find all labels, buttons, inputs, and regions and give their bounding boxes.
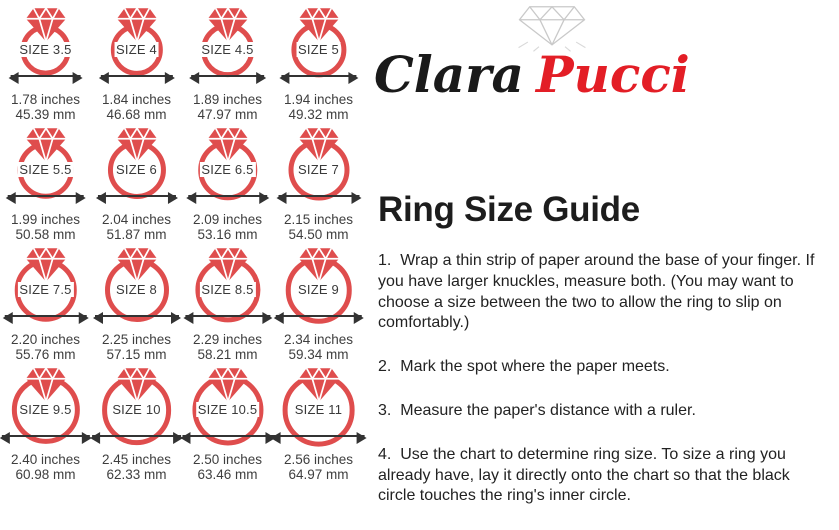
diamond-icon [298,366,340,403]
ring-size-cell [273,6,364,122]
diameter-arrow-icon [191,75,265,77]
diamond-icon [207,246,249,283]
ring-size-label: SIZE 6.5 [201,162,254,177]
ring-measurements [91,212,182,242]
ring-figure [91,246,182,330]
instruction-step-4: 4. Use the chart to determine ring size. To size a ring you already have, lay it directly onto the chart so that the black circle touches the ring's inner circle. [378,445,790,505]
ring-measurements [0,212,91,242]
ring-inches: 1.78 inches [10,92,81,107]
ring-inches: 1.99 inches [10,212,81,227]
ring-figure [91,366,182,450]
ring-size-label: SIZE 6 [116,162,157,177]
ring-inches: 2.15 inches [283,212,354,227]
diamond-icon [25,246,67,283]
ring-mm: 59.34 mm [288,347,349,363]
ring-size-cell [182,246,273,362]
ring-measurements [273,212,364,242]
ring-size-cell [273,366,364,482]
instructions [378,251,830,530]
ring-size-label: SIZE 8.5 [201,282,254,297]
ring-size-label: SIZE 3.5 [19,42,72,57]
diamond-icon [116,6,158,43]
diamond-icon [298,6,340,43]
ring-figure [0,366,91,450]
ring-inches: 1.94 inches [283,92,354,107]
diameter-arrow-icon [1,435,89,437]
diamond-icon [25,126,67,163]
ring-mm: 51.87 mm [106,227,167,243]
diamond-icon [25,6,67,43]
ring-size-label: SIZE 9.5 [19,402,72,417]
ring-size-cell [182,6,273,122]
ring-measurements [273,452,364,482]
diameter-arrow-icon [275,315,362,317]
diameter-arrow-icon [278,195,359,197]
ring-mm: 45.39 mm [15,107,76,123]
ring-size-cell [0,366,91,482]
ring-figure [0,246,91,330]
ring-measurements [0,92,91,122]
diameter-arrow-icon [95,315,179,317]
ring-measurements [0,332,91,362]
ring-inches: 2.40 inches [10,452,81,467]
diameter-arrow-icon [7,195,84,197]
diamond-icon [116,246,158,283]
diamond-icon [298,126,340,163]
ring-figure [0,6,91,90]
diameter-arrow-icon [100,75,172,77]
diameter-arrow-icon [185,315,270,317]
ring-mm: 60.98 mm [15,467,76,483]
diameter-arrow-icon [188,195,268,197]
ring-size-label: SIZE 4.5 [201,42,254,57]
ring-measurements [182,212,273,242]
instruction-step-3: 3. Measure the paper's distance with a ruler. [378,401,696,419]
diameter-arrow-icon [92,435,182,437]
ring-size-label: SIZE 10.5 [197,402,258,417]
ring-size-label: SIZE 7.5 [19,282,72,297]
diamond-icon [207,6,249,43]
diamond-icon [207,366,249,403]
ring-figure [273,6,364,90]
ring-figure [182,366,273,450]
ring-figure [182,126,273,210]
diamond-icon [298,246,340,283]
ring-measurements [91,332,182,362]
diameter-arrow-icon [272,435,365,437]
ring-size-cell [182,126,273,242]
diameter-arrow-icon [281,75,356,77]
ring-mm: 49.32 mm [288,107,349,123]
ring-size-cell [182,366,273,482]
ring-inches: 1.89 inches [192,92,263,107]
page-title: Ring Size Guide [378,190,640,229]
ring-mm: 47.97 mm [197,107,258,123]
instruction-step-2: 2. Mark the spot where the paper meets. [378,358,670,376]
ring-inches: 2.29 inches [192,332,263,347]
ring-measurements [0,452,91,482]
ring-figure [182,6,273,90]
ring-inches: 2.25 inches [101,332,172,347]
brand-name-pucci: Pucci [535,45,690,104]
ring-measurements [182,452,273,482]
brand-name-clara: Clara [374,45,524,104]
ring-figure [0,126,91,210]
ring-mm: 55.76 mm [15,347,76,363]
ring-inches: 2.34 inches [283,332,354,347]
diamond-icon [25,366,67,403]
ring-measurements [182,332,273,362]
diameter-arrow-icon [4,315,87,317]
ring-size-label: SIZE 11 [294,402,343,417]
ring-size-cell [91,366,182,482]
ring-mm: 54.50 mm [288,227,349,243]
ring-inches: 2.09 inches [192,212,263,227]
ring-figure [273,366,364,450]
ring-size-cell [0,246,91,362]
ring-size-cell [91,126,182,242]
ring-size-label: SIZE 5.5 [19,162,72,177]
ring-size-label: SIZE 7 [298,162,339,177]
diameter-arrow-icon [97,195,175,197]
ring-size-cell [0,6,91,122]
diameter-arrow-icon [10,75,81,77]
ring-mm: 53.16 mm [197,227,258,243]
instruction-step-1: 1. Wrap a thin strip of paper around the base of your finger. If you have larger knuckles, measure both. (You may want to choose a size between the two to allow the ring to slip on comfortably.) [378,252,815,332]
ring-measurements [273,92,364,122]
ring-figure [91,126,182,210]
ring-mm: 63.46 mm [197,467,258,483]
ring-size-cell [91,246,182,362]
ring-size-cell [91,6,182,122]
ring-mm: 62.33 mm [106,467,167,483]
ring-inches: 2.56 inches [283,452,354,467]
ring-size-cell [273,246,364,362]
ring-mm: 58.21 mm [197,347,258,363]
ring-figure [273,126,364,210]
ring-inches: 2.50 inches [192,452,263,467]
ring-mm: 50.58 mm [15,227,76,243]
diamond-icon [207,126,249,163]
diameter-arrow-icon [182,435,273,437]
ring-mm: 64.97 mm [288,467,349,483]
ring-measurements [91,452,182,482]
ring-mm: 46.68 mm [106,107,167,123]
ring-figure [182,246,273,330]
ring-size-label: SIZE 4 [116,42,157,57]
ring-inches: 2.04 inches [101,212,172,227]
ring-measurements [273,332,364,362]
ring-size-label: SIZE 5 [298,42,339,57]
brand-logo [372,0,812,104]
ring-size-label: SIZE 10 [112,402,161,417]
ring-figure [91,6,182,90]
ring-inches: 1.84 inches [101,92,172,107]
ring-size-cell [0,126,91,242]
ring-inches: 2.20 inches [10,332,81,347]
ring-measurements [91,92,182,122]
ring-figure [273,246,364,330]
diamond-icon [116,366,158,403]
ring-grid [0,6,368,482]
ring-size-label: SIZE 8 [116,282,157,297]
ring-size-label: SIZE 9 [298,282,339,297]
ring-mm: 57.15 mm [106,347,167,363]
ring-inches: 2.45 inches [101,452,172,467]
brand-name [374,45,690,104]
ring-size-cell [273,126,364,242]
ring-measurements [182,92,273,122]
diamond-icon [116,126,158,163]
